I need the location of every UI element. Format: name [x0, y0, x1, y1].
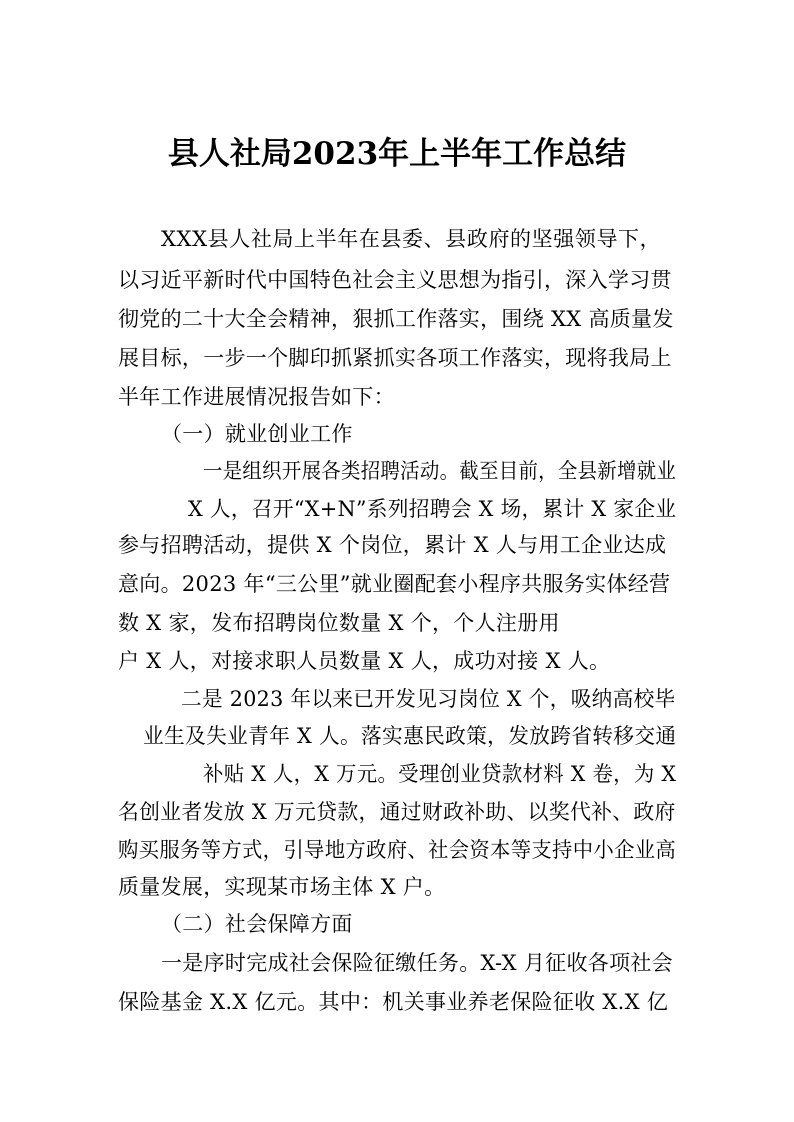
paragraph-line: 质量发展，实现某市场主体 X 户。 — [118, 875, 446, 899]
paragraph-line: XXX县人社局上半年在县委、县政府的坚强领导下， — [161, 227, 662, 251]
paragraph-line: 一是序时完成社会保险征缴任务。X-X 月征收各项社会 — [161, 951, 673, 975]
section-heading: （一）就业创业工作 — [161, 422, 353, 446]
paragraph-line: 一是组织开展各类招聘活动。截至目前，全县新增就业 — [203, 459, 677, 483]
paragraph-line: X 人，召开“X+N”系列招聘会 X 场，累计 X 家企业 — [188, 497, 677, 521]
paragraph-line: 保险基金 X.X 亿元。其中：机关事业养老保险征收 X.X 亿 — [118, 990, 669, 1014]
paragraph-line: 以习近平新时代中国特色社会主义思想为指引，深入学习贯 — [118, 268, 672, 292]
paragraph-line: 二是 2023 年以来已开发见习岗位 X 个，吸纳高校毕 — [181, 687, 676, 711]
paragraph-line: 展目标，一步一个脚印抓紧抓实各项工作落实，现将我局上 — [118, 346, 672, 370]
paragraph-line: 数 X 家，发布招聘岗位数量 X 个，个人注册用 — [118, 611, 560, 635]
paragraph-line: 意向。2023 年“三公里”就业圈配套小程序共服务实体经营 — [118, 572, 671, 596]
paragraph-line: 户 X 人，对接求职人员数量 X 人，成功对接 X 人。 — [118, 649, 611, 673]
paragraph-line: 半年工作进展情况报告如下： — [118, 385, 395, 409]
paragraph-line: 购买服务等方式，引导地方政府、社会资本等支持中小企业高 — [118, 838, 677, 862]
document-title: 县人社局2023年上半年工作总结 — [167, 136, 627, 172]
paragraph-line: 业生及失业青年 X 人。落实惠民政策，发放跨省转移交通 — [143, 724, 677, 748]
section-heading: （二）社会保障方面 — [161, 912, 353, 936]
paragraph-line: 名创业者发放 X 万元贷款，通过财政补助、以奖代补、政府 — [118, 800, 676, 824]
paragraph-line: 补贴 X 人，X 万元。受理创业贷款材料 X 卷，为 X — [203, 762, 677, 786]
paragraph-line: 彻党的二十大全会精神，狠抓工作落实，围绕 XX 高质量发 — [118, 307, 674, 331]
paragraph-line: 参与招聘活动，提供 X 个岗位，累计 X 人与用工企业达成 — [118, 533, 667, 557]
